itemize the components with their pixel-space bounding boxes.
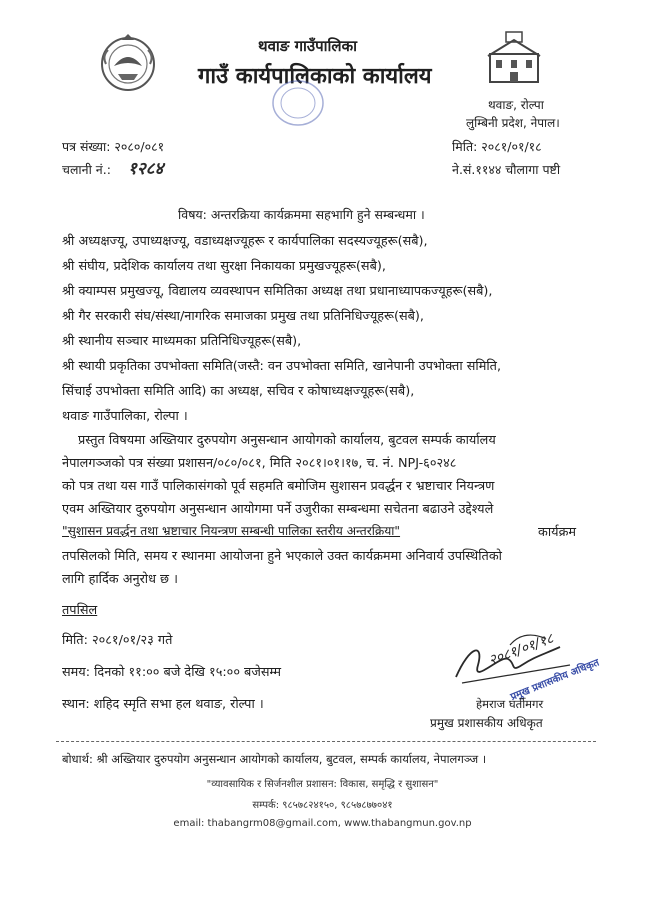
body-line-3: को पत्र तथा यस गाउँ पालिकासंगको पूर्व सहमति बमोजिम सुशासन प्रवर्द्धन र भ्रष्टाचार नियन्त्रण bbox=[62, 479, 495, 494]
contact-numbers: सम्पर्क: ९८५७८२४१५०, ९८५७८७७०४१ bbox=[252, 800, 393, 811]
email-website: email: thabangrm08@gmail.com, www.thabangmun.gov.np bbox=[173, 818, 472, 829]
event-venue: स्थान: शहिद स्मृति सभा हल थवाङ, रोल्पा । bbox=[62, 697, 264, 712]
recipient-line: श्री अध्यक्षज्यू, उपाध्यक्षज्यू, वडाध्यक्षज्यूहरू र कार्यपालिका सदस्यज्यूहरू(सबै), bbox=[62, 234, 428, 249]
event-date: मिति: २०८१/०१/२३ गते bbox=[62, 633, 173, 648]
signatory-stamp: प्रमुख प्रशासकीय अधिकृत bbox=[509, 657, 601, 703]
subject-line: विषय: अन्तरक्रिया कार्यक्रममा सहभागि हुने सम्बन्धमा । bbox=[178, 207, 425, 222]
body-line-5-tail: कार्यक्रम bbox=[538, 525, 577, 540]
office-name: गाउँ कार्यपालिकाको कार्यालय bbox=[198, 64, 432, 89]
body-line-6: तपसिलको मिति, समय र स्थानमा आयोजना हुने भएकाले उक्त कार्यक्रममा अनिवार्य उपस्थितिको bbox=[62, 549, 502, 564]
nepal-emblem-icon bbox=[96, 30, 160, 94]
letter-number: पत्र संख्या: २०८०/०८१ bbox=[62, 139, 165, 154]
body-line-2: नेपालगञ्जको पत्र संख्या प्रशासन/०८०/०८१, मिति २०८१।०१।१७, च. नं. NPJ-६०२४८ bbox=[62, 456, 457, 471]
org-name: थवाङ गाउँपालिका bbox=[258, 37, 358, 55]
address-line1: थवाङ, रोल्पा bbox=[488, 98, 544, 112]
recipient-line: सिंचाई उपभोक्ता समिति आदि) का अध्यक्ष, सचिव र कोषाध्यक्षज्यूहरू(सबै), bbox=[62, 384, 415, 399]
municipality-building-logo-icon bbox=[484, 28, 544, 88]
recipient-line: थवाङ गाउँपालिका, रोल्पा । bbox=[62, 409, 188, 424]
letter-date: मिति: २०८१/०१/१८ bbox=[452, 139, 542, 154]
recipient-line: श्री क्याम्पस प्रमुखज्यू, विद्यालय व्यवस्थापन समितिका अध्यक्ष तथा प्रधानाध्यापकज्यूहरू(सबै), bbox=[62, 284, 493, 299]
signatory-name: हेमराज घर्तीमगर bbox=[476, 697, 544, 711]
body-line-4: एवम अख्तियार दुरुपयोग अनुसन्धान आयोगमा पर्ने उजुरीका सम्बन्धमा सचेतना बढाउने उद्देश्यले bbox=[62, 502, 494, 517]
body-line-7: लागि हार्दिक अनुरोध छ । bbox=[62, 572, 178, 587]
address-line2: लुम्बिनी प्रदेश, नेपाल। bbox=[466, 116, 560, 130]
signature-handwritten-date: २०८१/०१/१८ bbox=[486, 630, 556, 669]
recipient-line: श्री स्थायी प्रकृतिका उपभोक्ता समिति(जस्तै: वन उपभोक्ता समिति, खानेपानी उपभोक्ता समिति, bbox=[62, 359, 502, 374]
recipient-line: श्री स्थानीय सञ्चार माध्यमका प्रतिनिधिज्यूहरू(सबै), bbox=[62, 334, 302, 349]
slogan: "व्यावसायिक र सिर्जनशील प्रशासन: विकास, समृद्धि र सुशासन" bbox=[206, 779, 439, 790]
office-stamp-icon bbox=[270, 78, 326, 128]
recipient-line: श्री गैर सरकारी संघ/संस्था/नागरिक समाजका प्रमुख तथा प्रतिनिधिज्यूहरू(सबै), bbox=[62, 309, 424, 324]
signatory-title: प्रमुख प्रशासकीय अधिकृत bbox=[430, 716, 543, 730]
dispatch-number-handwritten: १२८४ bbox=[128, 159, 164, 179]
footer-divider bbox=[56, 741, 596, 742]
nepal-samvat-date: ने.सं.११४४ चौलागा पष्टी bbox=[452, 162, 561, 177]
recipient-line: श्री संघीय, प्रदेशिक कार्यालय तथा सुरक्षा निकायका प्रमुखज्यूहरू(सबै), bbox=[62, 259, 386, 274]
body-line-1: प्रस्तुत विषयमा अख्तियार दुरुपयोग अनुसन्धान आयोगको कार्यालय, बुटवल सम्पर्क कार्यालय bbox=[78, 433, 496, 448]
cc-line: बोधार्थ: श्री अख्तियार दुरुपयोग अनुसन्धान आयोगको कार्यालय, बुटवल, सम्पर्क कार्यालय, नेपालगञ्ज । bbox=[62, 752, 487, 766]
dispatch-label: चलानी नं.: bbox=[62, 162, 111, 177]
event-time: समय: दिनको ११:०० बजे देखि १५:०० बजेसम्म bbox=[62, 665, 281, 680]
program-name: "सुशासन प्रवर्द्धन तथा भ्रष्टाचार नियन्त्रण सम्बन्धी पालिका स्तरीय अन्तरक्रिया" bbox=[62, 524, 401, 538]
details-heading: तपसिल bbox=[62, 603, 98, 618]
